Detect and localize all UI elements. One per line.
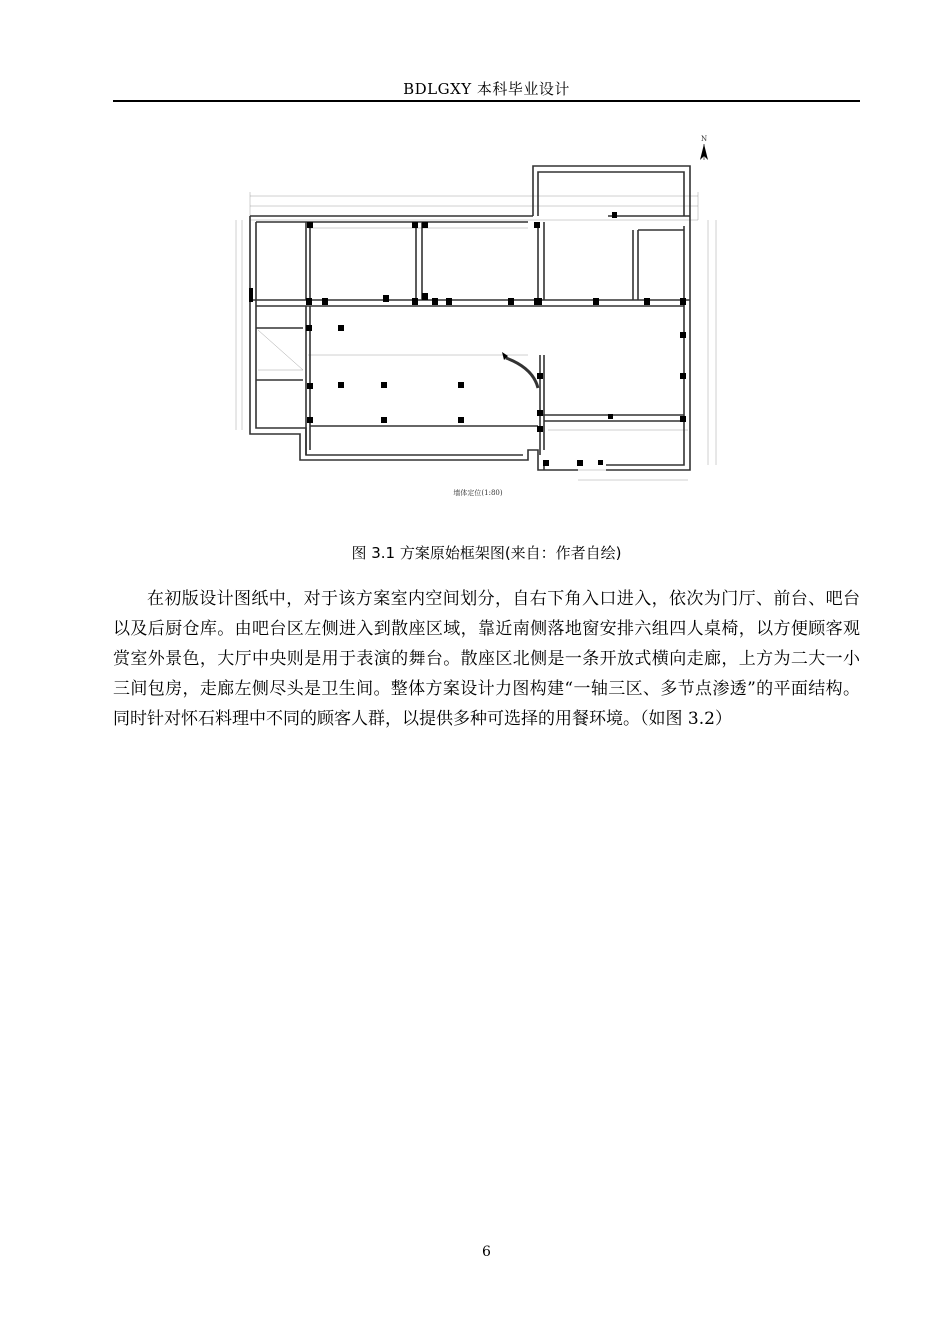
drawing-scale-label: 墙体定位(1:80)	[453, 489, 503, 497]
stage-arc	[506, 358, 538, 388]
dimension-lines	[236, 192, 716, 480]
page-number: 6	[482, 1244, 491, 1260]
body-paragraph: 在初版设计图纸中，对于该方案室内空间划分，自右下角入口进入，依次为门厅、前台、吧台以及后厨仓库。由吧台区左侧进入到散座区域，靠近南侧落地窗安排六组四人桌椅，以方便顾客观赏室外景色，大厅中央则是用于表演的舞台。散座区北侧是一条开放式横向走廊，上方为二大一小三间包房，走廊左侧尽头是卫生间。整体方案设计力图构建“一轴三区、多节点渗透”的平面结构。同时针对怀石料理中不同的顾客人群，以提供多种可选择的用餐环境。（如图 3.2）	[113, 589, 860, 729]
floor-plan-figure	[228, 130, 728, 505]
north-arrow-icon	[700, 144, 708, 160]
north-label: N	[700, 135, 708, 143]
figure-caption: 图 3.1 方案原始框架图(来自：作者自绘)	[351, 544, 622, 562]
structural-columns	[249, 212, 686, 466]
page-header: BDLGXY 本科毕业设计	[403, 80, 570, 98]
header-rule	[113, 100, 860, 102]
floor-plan-drawing	[228, 130, 728, 505]
walls	[250, 166, 690, 470]
